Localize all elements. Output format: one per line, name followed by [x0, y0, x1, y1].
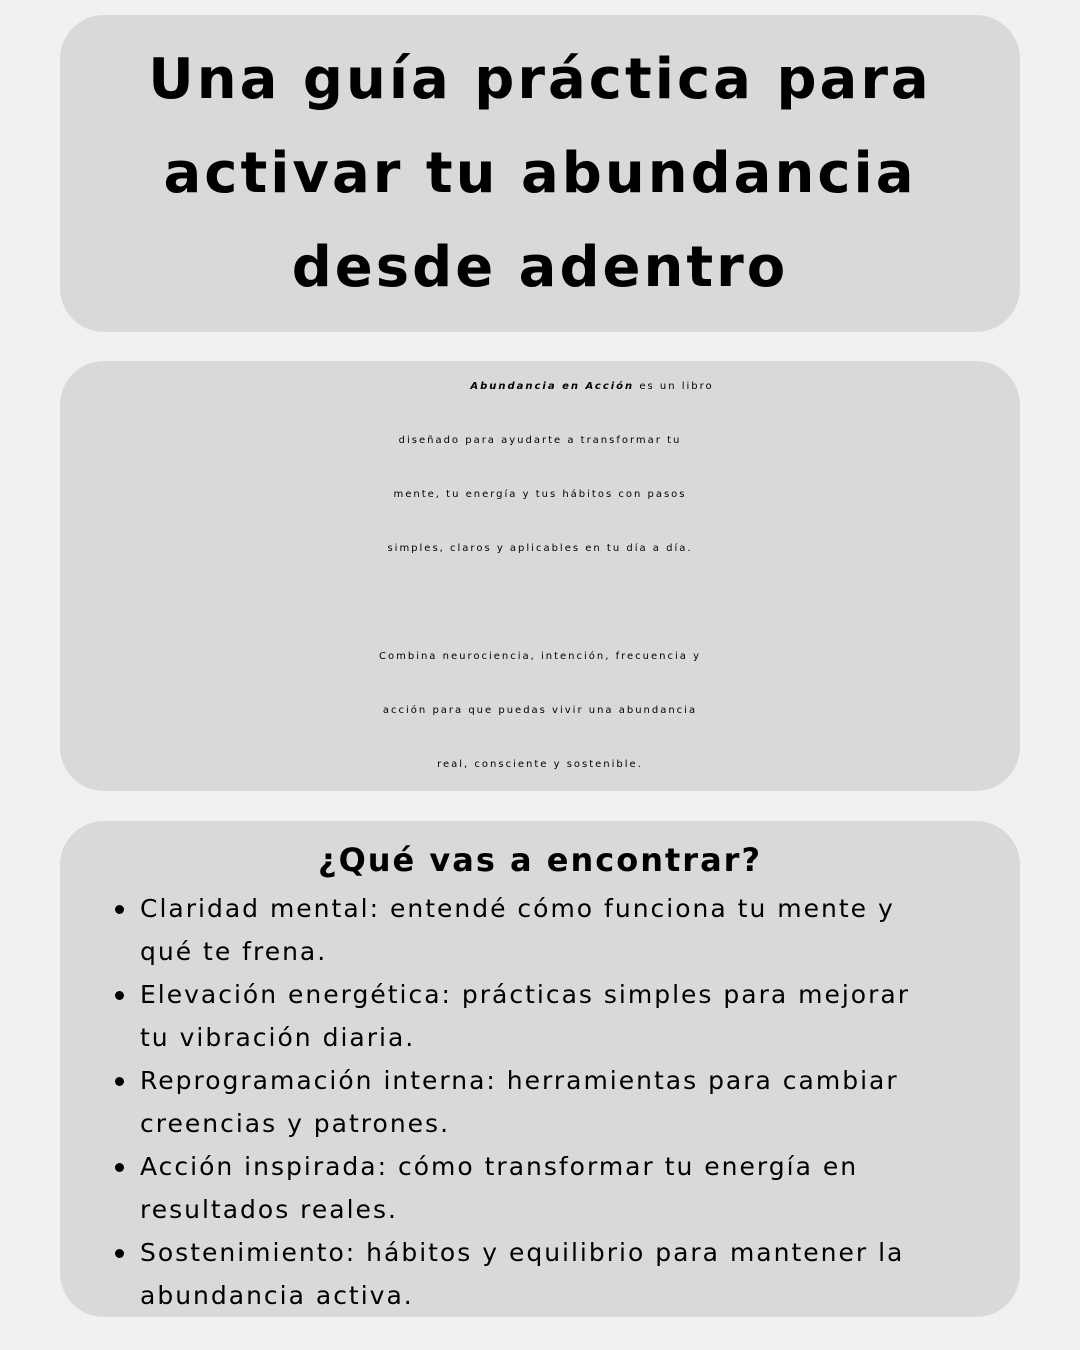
features-heading: ¿Qué vas a encontrar?	[318, 841, 762, 879]
intro-paragraph	[60, 361, 1020, 792]
list-item-line: Reprogramación interna: herramientas para cambiar	[140, 1066, 899, 1095]
list-item-line: Elevación energética: prácticas simples para mejorar	[140, 980, 910, 1009]
bullet-icon	[115, 991, 124, 1000]
list-item-line: creencias y patrones.	[140, 1109, 451, 1138]
features-card	[60, 821, 1020, 1317]
page-title	[90, 33, 990, 315]
intro-line	[60, 360, 1020, 414]
list-item	[140, 1059, 980, 1145]
intro-card	[60, 361, 1020, 791]
intro-line: real, consciente y sostenible.	[437, 759, 643, 770]
intro-line: diseñado para ayudarte a transformar tu	[398, 435, 682, 446]
book-title: Abundancia en Acción	[470, 381, 635, 392]
bullet-icon	[115, 1163, 124, 1172]
intro-line: Combina neurociencia, intención, frecuencia y	[379, 651, 701, 662]
intro-line-text: es un libro	[634, 381, 714, 392]
list-item-line: abundancia activa.	[140, 1281, 414, 1310]
list-item-line: tu vibración diaria.	[140, 1023, 416, 1052]
list-item-line: Sostenimiento: hábitos y equilibrio para mantener la	[140, 1238, 905, 1267]
intro-spacer	[60, 576, 1020, 630]
bullet-icon	[115, 1249, 124, 1258]
title-line: Una guía práctica para	[148, 46, 932, 112]
list-item	[140, 887, 980, 973]
intro-line: acción para que puedas vivir una abundancia	[382, 705, 698, 716]
title-line: activar tu abundancia	[163, 140, 917, 206]
features-list	[140, 887, 980, 1317]
list-item-line: qué te frena.	[140, 937, 328, 966]
list-item	[140, 1145, 980, 1231]
title-card	[60, 15, 1020, 332]
bullet-icon	[115, 1077, 124, 1086]
list-item-line: Acción inspirada: cómo transformar tu energía en	[140, 1152, 859, 1181]
intro-line: mente, tu energía y tus hábitos con pasos	[393, 489, 687, 500]
intro-line: simples, claros y aplicables en tu día a día.	[387, 543, 693, 554]
bullet-icon	[115, 905, 124, 914]
list-item	[140, 1231, 980, 1317]
list-item	[140, 973, 980, 1059]
list-item-line: resultados reales.	[140, 1195, 398, 1224]
title-line: desde adentro	[291, 234, 789, 300]
list-item-line: Claridad mental: entendé cómo funciona tu mente y	[140, 894, 895, 923]
